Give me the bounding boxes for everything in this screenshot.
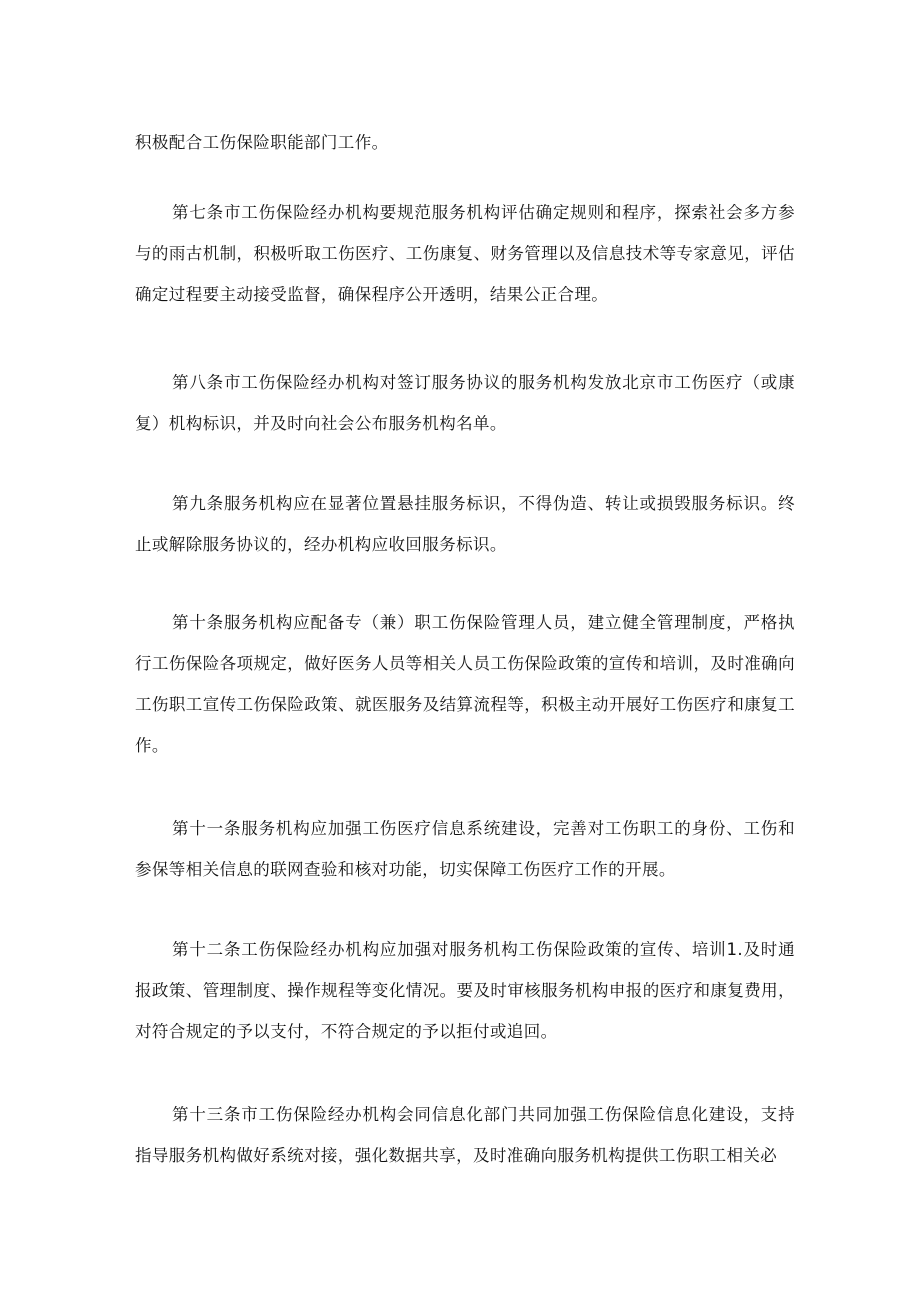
paragraph-article-7: 第七条市工伤保险经办机构要规范服务机构评估确定规则和程序，探索社会多方参与的雨古机制，积极听取工伤医疗、工伤康复、财务管理以及信息技术等专家意见，评估确定过程要主动接受监督，确保程序公开透明，结果公正合理。 xyxy=(135,203,795,304)
paragraph-article-12: 第十二条工伤保险经办机构应加强对服务机构工伤保险政策的宣传、培训1.及时通报政策、管理制度、操作规程等变化情况。要及时审核服务机构申报的医疗和康复费用，对符合规定的予以支付，不符合规定的予以拒付或追回。 xyxy=(135,940,795,1041)
paragraph-article-9: 第九条服务机构应在显著位置悬挂服务标识，不得伪造、转让或损毁服务标识。终止或解除服务协议的，经办机构应收回服务标识。 xyxy=(135,494,795,554)
paragraph-article-11: 第十一条服务机构应加强工伤医疗信息系统建设，完善对工伤职工的身份、工伤和参保等相关信息的联网查验和核对功能，切实保障工伤医疗工作的开展。 xyxy=(135,819,795,879)
paragraph-article-8: 第八条市工伤保险经办机构对签订服务协议的服务机构发放北京市工伤医疗（或康复）机构标识，并及时向社会公布服务机构名单。 xyxy=(135,373,795,433)
paragraph-article-13: 第十三条市工伤保险经办机构会同信息化部门共同加强工伤保险信息化建设，支持指导服务机构做好系统对接，强化数据共享，及时准确向服务机构提供工伤职工相关必 xyxy=(135,1105,795,1165)
paragraph-continuation: 积极配合工伤保险职能部门工作。 xyxy=(135,133,389,152)
paragraph-article-10: 第十条服务机构应配备专（兼）职工伤保险管理人员，建立健全管理制度，严格执行工伤保险各项规定，做好医务人员等相关人员工伤保险政策的宣传和培训，及时准确向工伤职工宣传工伤保险政策、就医服务及结算流程等，积极主动开展好工伤医疗和康复工作。 xyxy=(135,613,795,755)
